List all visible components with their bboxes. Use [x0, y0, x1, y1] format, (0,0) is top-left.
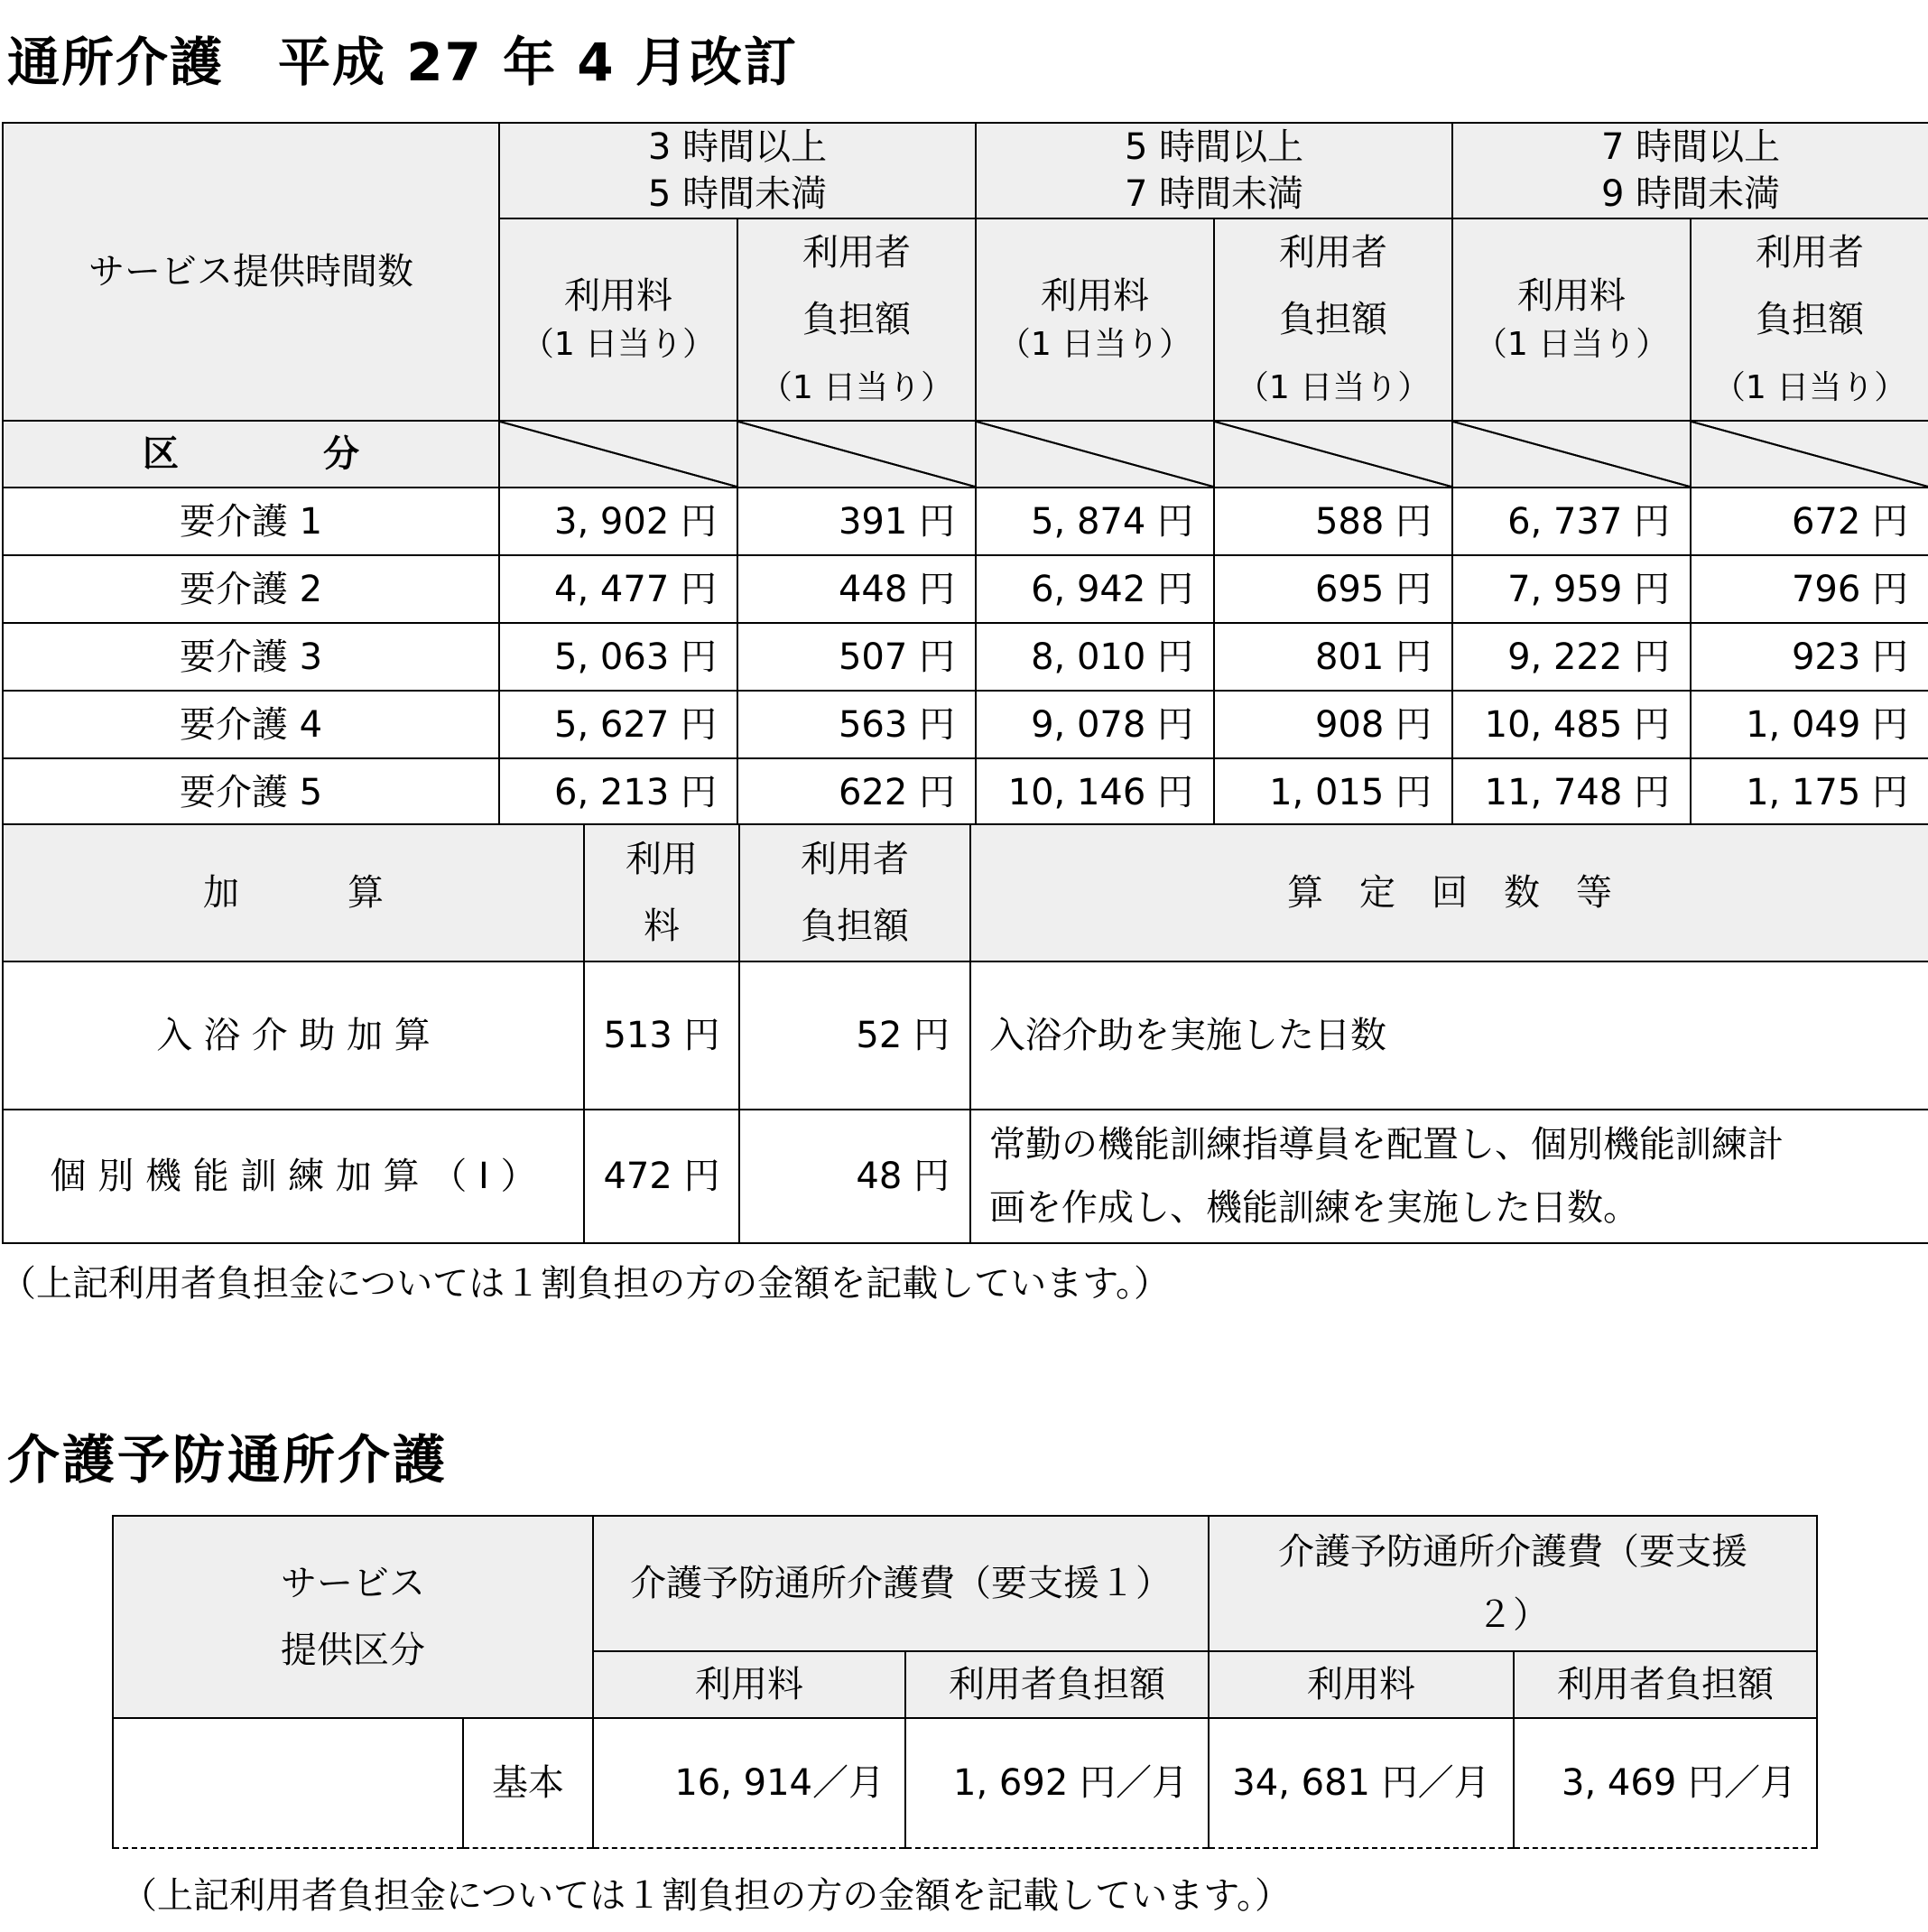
fee-header: 利用料 （1 日当り）: [499, 218, 737, 421]
care-level: 要介護 5: [3, 758, 499, 826]
burden-header: 利用者 負担額 （1 日当り）: [1691, 218, 1928, 421]
fee-cell: 10, 146 円: [976, 758, 1214, 826]
table-row: [3, 758, 1928, 826]
diagonal-cell: [737, 421, 976, 488]
fee-cell: 9, 078 円: [976, 691, 1214, 758]
burden-cell: 48 円: [739, 1110, 970, 1243]
table-row: [3, 488, 1928, 555]
count-cell: 常勤の機能訓練指導員を配置し、個別機能訓練計 画を作成し、機能訓練を実施した日数。: [970, 1110, 1928, 1243]
kubun-header: 区 分: [3, 421, 499, 488]
burden-cell: 391 円: [737, 488, 976, 555]
fee-header: 利用料 （1 日当り）: [976, 218, 1214, 421]
burden-cell: 3, 469 円／月: [1514, 1718, 1817, 1848]
care-level: 要介護 1: [3, 488, 499, 555]
fee-cell: 5, 627 円: [499, 691, 737, 758]
care-fee-table: [2, 122, 1928, 827]
burden-header: 利用者負担額: [905, 1651, 1209, 1718]
burden-cell: 908 円: [1214, 691, 1452, 758]
page-title: 通所介護 平成 27 年 4 月改訂: [7, 32, 798, 93]
table-row: [3, 961, 1928, 1110]
burden-header: 利用者 負担額: [739, 824, 970, 961]
footnote: （上記利用者負担金については１割負担の方の金額を記載しています。）: [0, 1263, 1170, 1305]
fee-cell: 472 円: [584, 1110, 739, 1243]
care-level: 要介護 4: [3, 691, 499, 758]
burden-cell: 1, 015 円: [1214, 758, 1452, 826]
diagonal-cell: [1691, 421, 1928, 488]
burden-cell: 801 円: [1214, 623, 1452, 691]
fee-cell: 513 円: [584, 961, 739, 1110]
footnote: （上記利用者負担金については１割負担の方の金額を記載しています。）: [121, 1875, 1291, 1917]
burden-cell: 448 円: [737, 555, 976, 623]
table-row: [3, 1110, 1928, 1243]
fee-cell: 6, 942 円: [976, 555, 1214, 623]
group-header-3-5: 3 時間以上 5 時間未満: [499, 123, 976, 218]
burden-cell: 507 円: [737, 623, 976, 691]
burden-cell: 563 円: [737, 691, 976, 758]
fee-header: 利用料: [593, 1651, 905, 1718]
fee-header: 利用料 （1 日当り）: [1452, 218, 1691, 421]
burden-header: 利用者 負担額 （1 日当り）: [737, 218, 976, 421]
empty-cell: [113, 1718, 463, 1848]
service-category-header: サービス 提供区分: [113, 1516, 593, 1718]
burden-cell: 672 円: [1691, 488, 1928, 555]
count-cell: 入浴介助を実施した日数: [970, 961, 1928, 1110]
burden-header: 利用者負担額: [1514, 1651, 1817, 1718]
addition-table: [2, 823, 1928, 1244]
fee-cell: 3, 902 円: [499, 488, 737, 555]
fee-header: 利用料: [1209, 1651, 1514, 1718]
burden-cell: 796 円: [1691, 555, 1928, 623]
service-hours-header: サービス提供時間数: [3, 123, 499, 421]
addition-name: 個 別 機 能 訓 練 加 算 （ Ⅰ ）: [3, 1110, 584, 1243]
table-row: [3, 555, 1928, 623]
fee-cell: 4, 477 円: [499, 555, 737, 623]
table-row: [3, 623, 1928, 691]
fee-cell: 6, 737 円: [1452, 488, 1691, 555]
diagonal-cell: [499, 421, 737, 488]
diagonal-cell: [1214, 421, 1452, 488]
diagonal-cell: [1452, 421, 1691, 488]
burden-cell: 695 円: [1214, 555, 1452, 623]
fee-cell: 5, 063 円: [499, 623, 737, 691]
fee-cell: 11, 748 円: [1452, 758, 1691, 826]
group-header-5-7: 5 時間以上 7 時間未満: [976, 123, 1452, 218]
table-row: [3, 691, 1928, 758]
fee-cell: 16, 914／月: [593, 1718, 905, 1848]
addition-name: 入 浴 介 助 加 算: [3, 961, 584, 1110]
row-label: 基本: [463, 1718, 593, 1848]
fee-cell: 34, 681 円／月: [1209, 1718, 1514, 1848]
group-header-7-9: 7 時間以上 9 時間未満: [1452, 123, 1928, 218]
burden-header: 利用者 負担額 （1 日当り）: [1214, 218, 1452, 421]
count-header: 算 定 回 数 等: [970, 824, 1928, 961]
prevention-fee-table: [112, 1515, 1818, 1849]
burden-cell: 1, 175 円: [1691, 758, 1928, 826]
burden-cell: 52 円: [739, 961, 970, 1110]
section-title: 介護予防通所介護: [7, 1429, 449, 1491]
care-level: 要介護 2: [3, 555, 499, 623]
burden-cell: 1, 692 円／月: [905, 1718, 1209, 1848]
group-header-support2: 介護予防通所介護費（要支援 ２）: [1209, 1516, 1817, 1651]
fee-cell: 8, 010 円: [976, 623, 1214, 691]
diagonal-cell: [976, 421, 1214, 488]
burden-cell: 1, 049 円: [1691, 691, 1928, 758]
care-level: 要介護 3: [3, 623, 499, 691]
kasan-header: 加 算: [3, 824, 584, 961]
fee-cell: 5, 874 円: [976, 488, 1214, 555]
table-row: [113, 1718, 1817, 1848]
fee-cell: 10, 485 円: [1452, 691, 1691, 758]
group-header-support1: 介護予防通所介護費（要支援１）: [593, 1516, 1209, 1651]
fee-cell: 7, 959 円: [1452, 555, 1691, 623]
fee-header: 利用 料: [584, 824, 739, 961]
burden-cell: 622 円: [737, 758, 976, 826]
burden-cell: 923 円: [1691, 623, 1928, 691]
burden-cell: 588 円: [1214, 488, 1452, 555]
fee-cell: 9, 222 円: [1452, 623, 1691, 691]
fee-cell: 6, 213 円: [499, 758, 737, 826]
